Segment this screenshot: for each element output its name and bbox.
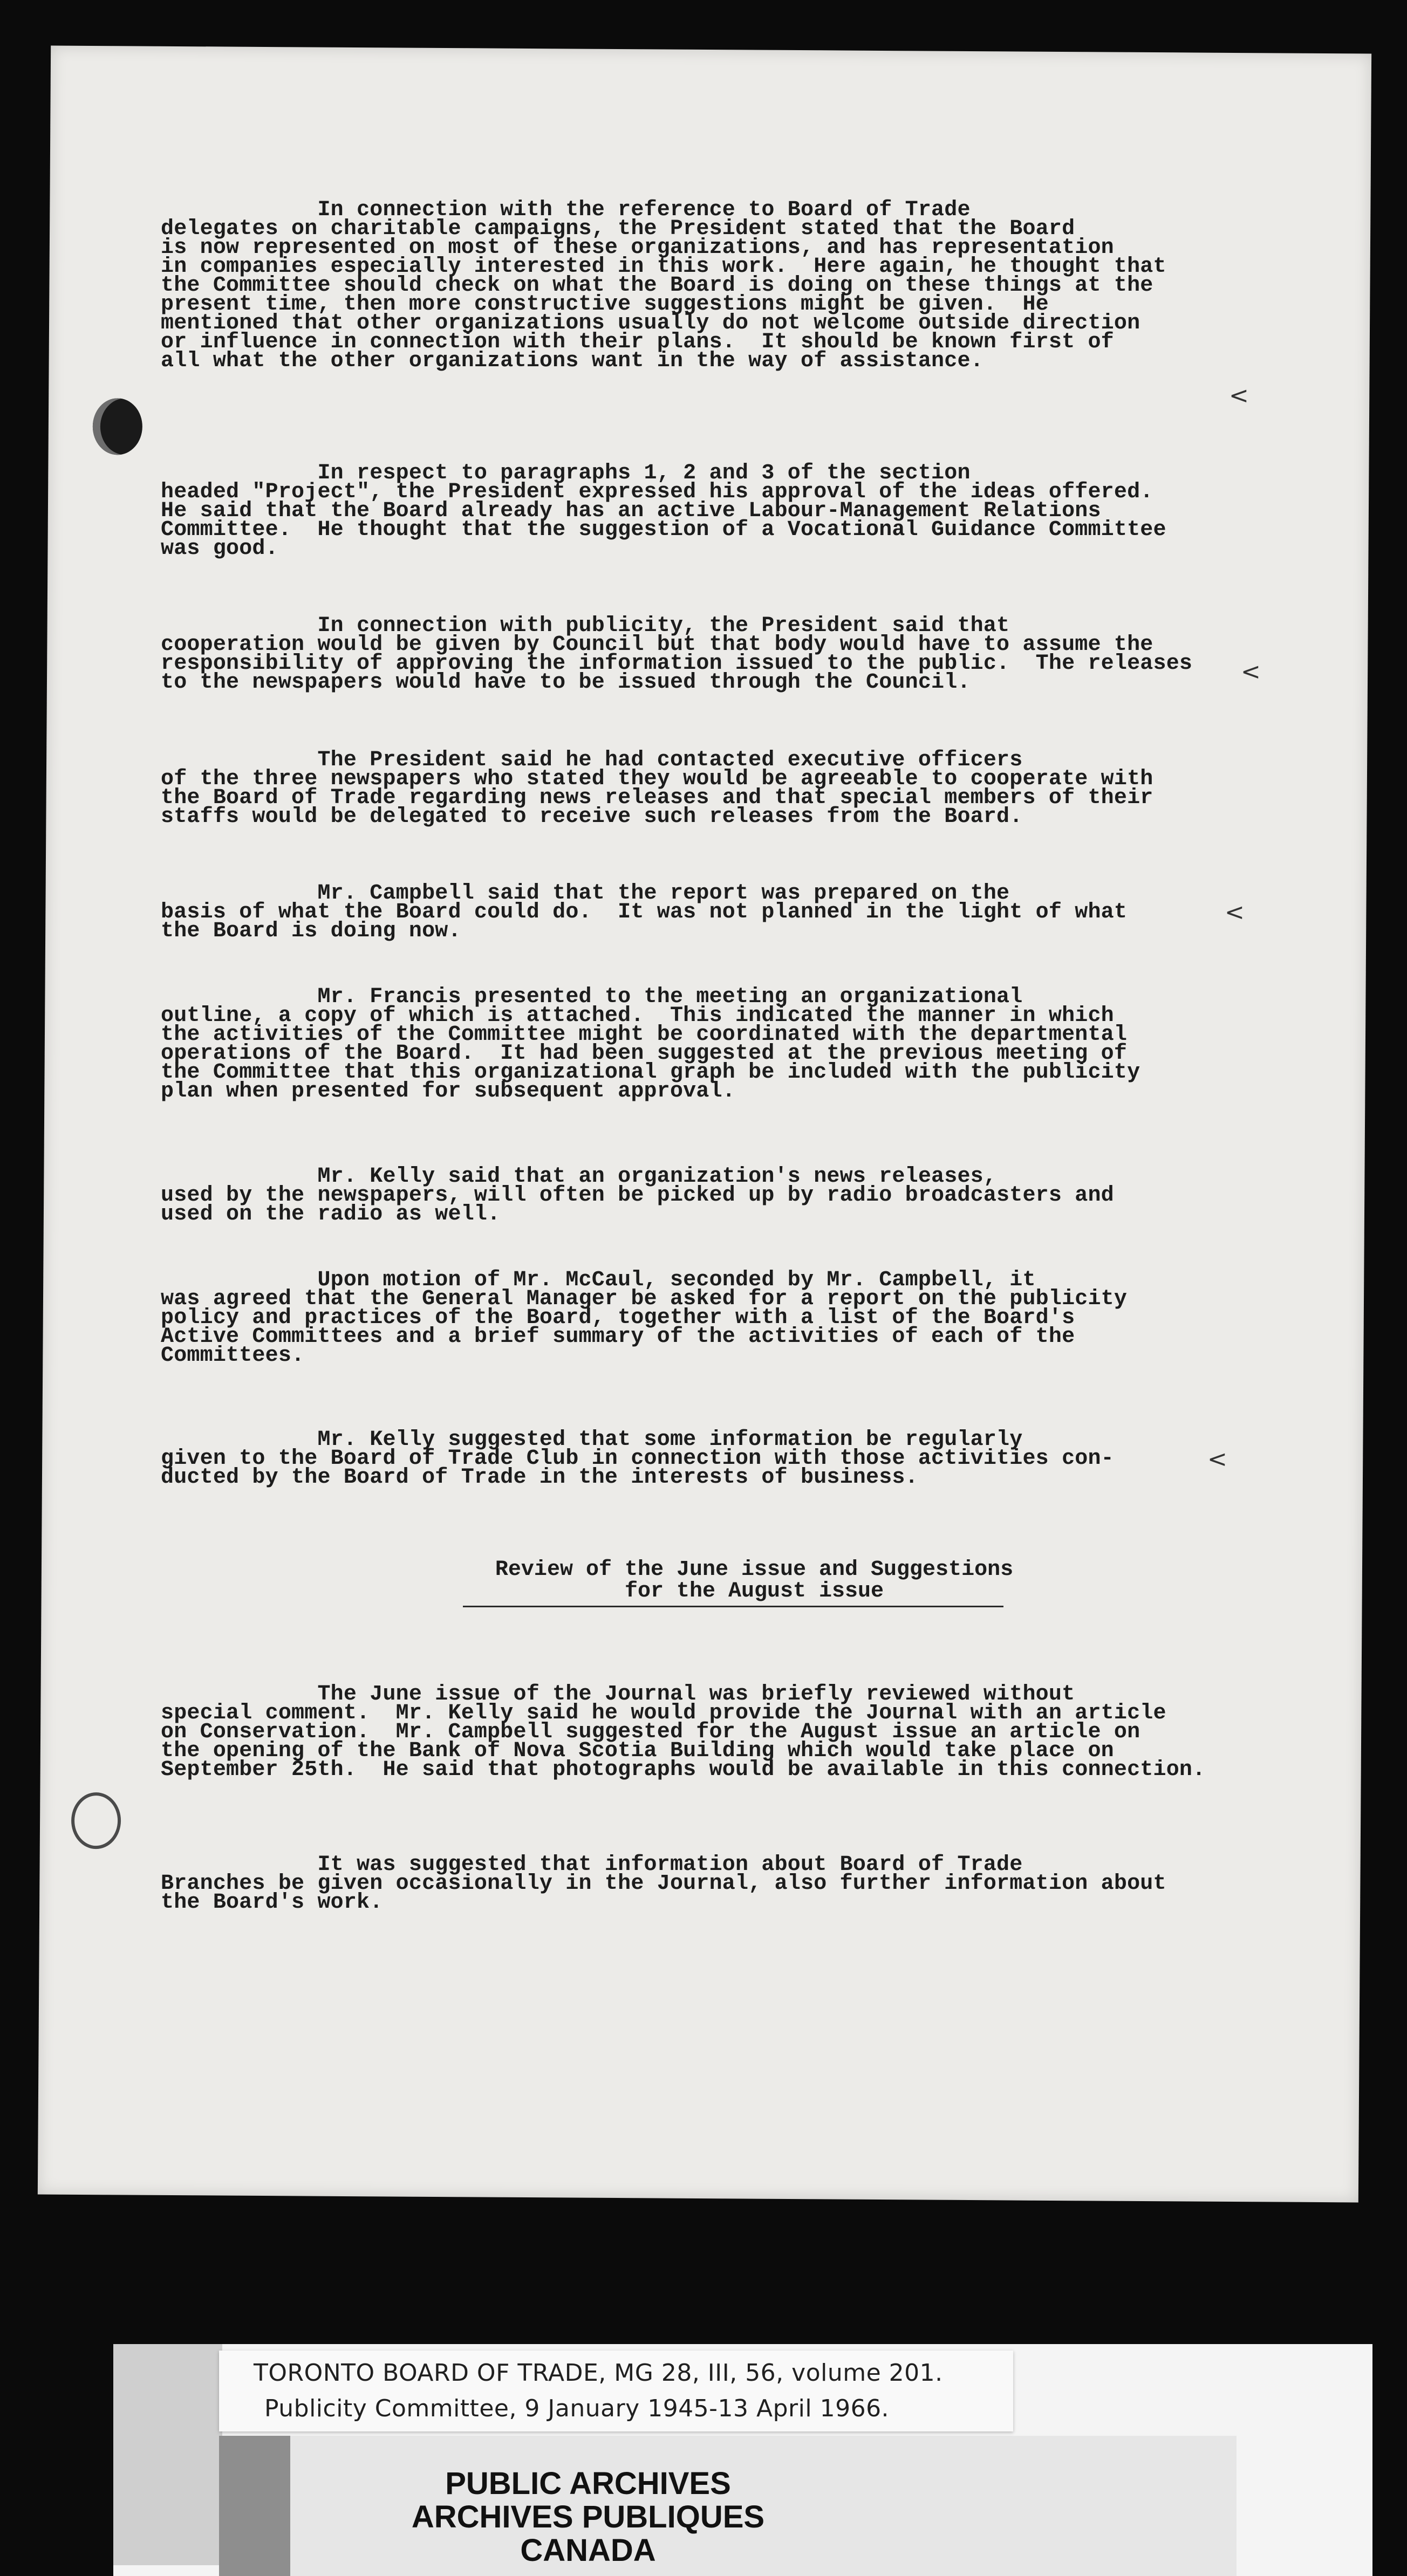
paragraph-kelly-radio: Mr. Kelly said that an organization's news releases, used by the newspapers, will often be picked up by radio broadcasters and used on the radio as well. — [161, 1164, 1114, 1227]
paragraph-mccaul-motion: Upon motion of Mr. McCaul, seconded by Mr. Campbell, it was agreed that the General Manager be asked for a report on the publicity policy and practices of the Board, together with a list of the Board's Active Committees and a brief summary of the activities of each of the Committees. — [161, 1268, 1128, 1368]
stamp-band-shadow — [219, 2436, 290, 2576]
margin-mark: < — [1225, 899, 1245, 926]
heading-underline — [463, 1606, 1003, 1607]
margin-mark: < — [1241, 658, 1261, 686]
paragraph-branches: It was suggested that information about Board of Trade Branches be given occasionally in the Journal, also further information about the Board's work. — [161, 1853, 1166, 1915]
stamp-line-1: PUBLIC ARCHIVES — [445, 2466, 731, 2501]
citation-line-1: TORONTO BOARD OF TRADE, MG 28, III, 56, volume 201. — [254, 2359, 943, 2387]
margin-mark: < — [1207, 1445, 1227, 1473]
citation-line-2: Publicity Committee, 9 January 1945-13 April 1966. — [264, 2395, 890, 2422]
archives-stamp — [345, 2467, 831, 2567]
heading-line-2: for the August issue — [624, 1579, 884, 1604]
punch-hole — [93, 398, 143, 455]
stamp-line-3: CANADA — [520, 2533, 656, 2568]
margin-mark: < — [1229, 382, 1249, 409]
punch-hole — [71, 1792, 121, 1849]
paragraph-campbell-report: Mr. Campbell said that the report was prepared on the basis of what the Board could do. It was not planned in the light of what the Board is doing now. — [161, 881, 1128, 943]
heading-line-1: Review of the June issue and Suggestions — [495, 1558, 1014, 1582]
archive-citation-label — [219, 2351, 1013, 2431]
stamp-line-2: ARCHIVES PUBLIQUES — [411, 2499, 765, 2534]
label-tab — [113, 2344, 222, 2565]
section-heading — [414, 1559, 1094, 1607]
paragraph-francis-outline: Mr. Francis presented to the meeting an organizational outline, a copy of which is attached. This indicated the manner in which the activities of the Committee might be coordinated with the departmental operations of the Board. It had been suggested at the previous meeting of the Committee that this organizational graph be included with the publicity plan when presented for subsequent approval. — [161, 985, 1140, 1104]
paragraph-publicity-council: In connection with publicity, the President said that cooperation would be given by Council but that body would have to assume the responsibility of approving the information issued to the public. The releases to the newspapers would have to be issued through the Council. — [161, 614, 1193, 695]
paragraph-june-issue: The June issue of the Journal was briefly reviewed without special comment. Mr. Kelly said he would provide the Journal with an article on Conservation. Mr. Campbell suggested for the August issue an article on the opening of the Bank of Nova Scotia Building which would take place on September 25th. He said that photographs would be available in this connection. — [161, 1682, 1206, 1782]
paragraph-board-delegates: In connection with the reference to Board of Trade delegates on charitable campaigns, the President stated that the Board is now represented on most of these organizations, and has representation in companies especially interested in this work. Here again, he thought that the Committee should check on what the Board is doing on these things at the present time, then more constructive suggestions might be given. He mentioned that other organizations usually do not welcome outside direction or influence in connection with their plans. It should be known first of all what the other organizations want in the way of assistance. — [161, 198, 1166, 373]
paragraph-project-section: In respect to paragraphs 1, 2 and 3 of the section headed "Project", the President expressed his approval of the ideas offered. He said that the Board already has an active Labour-Management Relations Committee. He thought that the suggestion of a Vocational Guidance Committee was good. — [161, 461, 1166, 561]
paragraph-newspapers: The President said he had contacted executive officers of the three newspapers who stated they would be agreeable to cooperate with the Board of Trade regarding news releases and that special members of their staffs would be delegated to receive such releases from the Board. — [161, 748, 1153, 829]
paragraph-kelly-club: Mr. Kelly suggested that some information be regularly given to the Board of Trade Club in connection with those activities con- ducted by the Board of Trade in the interests of business. — [161, 1428, 1114, 1490]
